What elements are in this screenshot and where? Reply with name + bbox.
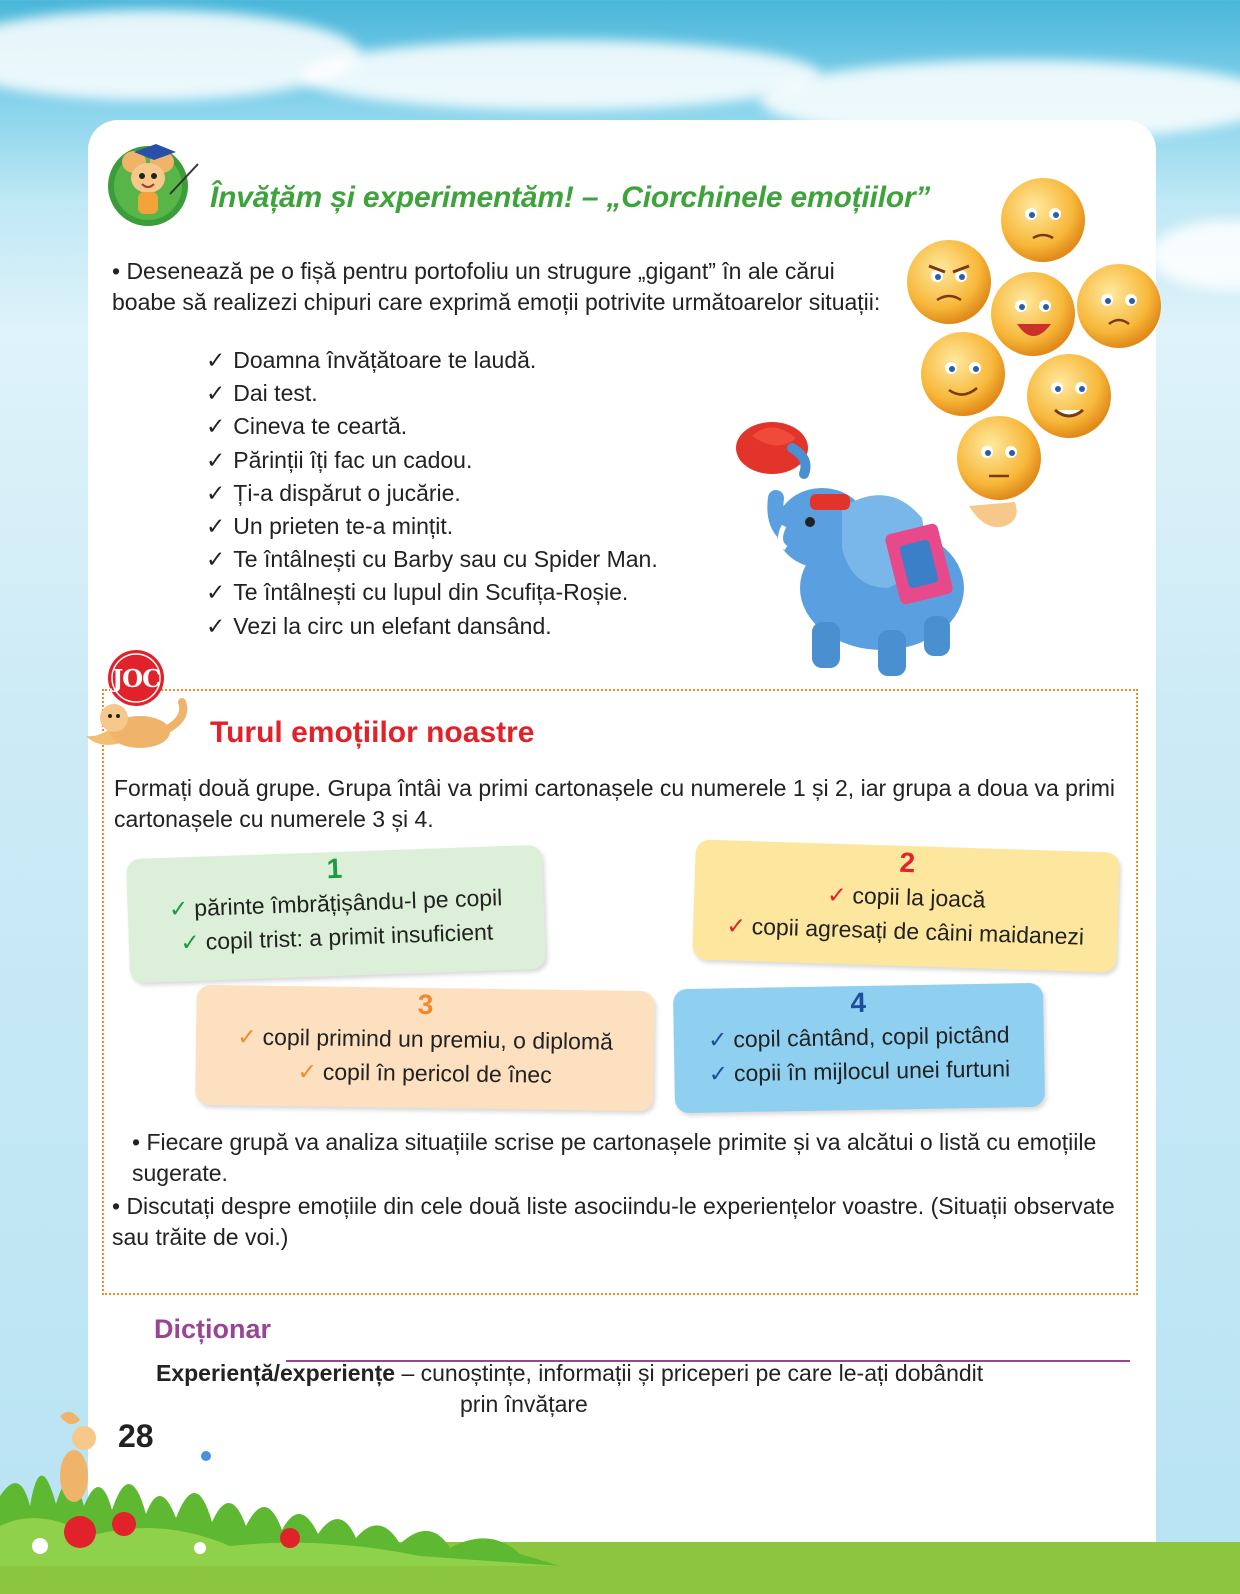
checkmark-icon: ✓ bbox=[206, 513, 226, 540]
list-item: ✓ Vezi la circ un elefant dansând. bbox=[206, 612, 552, 639]
situation-card-4 bbox=[673, 983, 1045, 1113]
cloud bbox=[300, 40, 820, 110]
checkmark-icon: ✓ bbox=[237, 1023, 257, 1050]
instruction-bullet: • Fiecare grupă va analiza situațiile scrise pe cartonașele primite și va alcătui o listă cu emoțiile sugerate. bbox=[132, 1129, 1097, 1186]
checkmark-icon: ✓ bbox=[168, 895, 189, 922]
checkmark-icon: ✓ bbox=[297, 1058, 318, 1085]
list-item: ✓ Părinții îți fac un cadou. bbox=[206, 446, 473, 473]
elephant-illustration bbox=[692, 418, 992, 686]
page-number: 28 bbox=[118, 1418, 154, 1454]
face-icon bbox=[991, 272, 1075, 356]
checkmark-icon: ✓ bbox=[180, 928, 201, 956]
checkmark-icon: ✓ bbox=[206, 579, 226, 606]
list-item: ✓ Un prieten te-a mințit. bbox=[206, 513, 454, 540]
card-number: 3 bbox=[417, 988, 434, 1021]
card-line: ✓ copii în mijlocul unei furtuni bbox=[708, 1055, 1011, 1087]
situation-card-1 bbox=[126, 845, 546, 983]
grass-flowers-decoration bbox=[0, 1386, 560, 1566]
cloud bbox=[0, 10, 360, 100]
card-line: ✓ copil primind un premiu, o diplomă bbox=[237, 1023, 614, 1055]
checkmark-icon: ✓ bbox=[708, 1060, 729, 1087]
game-intro: Formați două grupe. Grupa întâi va primi cartonașele cu numerele 1 și 2, iar grupa a doua va primi cartonașele cu numerele 3 și 4. bbox=[114, 775, 1116, 832]
card-line: ✓ copii agresați de câini maidanezi bbox=[726, 912, 1085, 950]
list-item: ✓ Doamna învățătoare te laudă. bbox=[206, 347, 537, 373]
card-line: ✓ copil trist: a primit insuficient bbox=[180, 918, 494, 956]
checkmark-icon: ✓ bbox=[726, 912, 747, 939]
section-title: Învățăm și experimentăm! – „Ciorchinele emoțiilor” bbox=[210, 181, 931, 214]
situation-card-3 bbox=[195, 985, 655, 1111]
face-icon bbox=[1027, 354, 1111, 438]
mouse-teacher-icon bbox=[104, 134, 200, 230]
checkmark-icon: ✓ bbox=[206, 413, 226, 440]
face-icon bbox=[907, 240, 991, 324]
checkmark-icon: ✓ bbox=[206, 546, 226, 573]
checkmark-icon: ✓ bbox=[206, 479, 226, 506]
game-title: Turul emoțiilor noastre bbox=[210, 716, 535, 749]
checkmark-icon: ✓ bbox=[206, 612, 226, 639]
face-icon bbox=[1077, 264, 1161, 348]
checkmark-icon: ✓ bbox=[206, 380, 226, 407]
activity-intro: • Desenează pe o fișă pentru portofoliu un strugure „gigant” în ale cărui boabe să realizezi chipuri care exprimă emoții potrivite următoarelor situații: bbox=[112, 258, 881, 315]
card-line: ✓ copil cântând, copil pictând bbox=[707, 1021, 1010, 1053]
dictionary-term: Experiență/experiențe bbox=[156, 1360, 396, 1386]
list-item: ✓ Ți-a dispărut o jucărie. bbox=[206, 479, 461, 506]
game-instructions bbox=[112, 1127, 1122, 1253]
list-item: ✓ Cineva te ceartă. bbox=[206, 413, 408, 440]
dictionary-title: Dicționar bbox=[154, 1314, 272, 1344]
card-line: ✓ părinte îmbrățișându-l pe copil bbox=[168, 884, 503, 922]
card-number: 1 bbox=[326, 852, 343, 885]
joc-badge-label: JOC bbox=[111, 664, 161, 693]
checkmark-icon: ✓ bbox=[206, 347, 226, 373]
list-item: ✓ Te întâlnești cu lupul din Scufița-Roșie. bbox=[206, 579, 629, 606]
card-line: ✓ copii la joacă bbox=[826, 881, 986, 913]
list-item: ✓ Te întâlnești cu Barby sau cu Spider Man. bbox=[206, 546, 658, 573]
situation-list bbox=[206, 344, 658, 643]
checkmark-icon: ✓ bbox=[826, 881, 847, 909]
dictionary-definition-cont: prin învățare bbox=[460, 1391, 588, 1417]
face-icon bbox=[921, 332, 1005, 416]
instruction-bullet: • Discutați despre emoțiile din cele două liste asociindu-le experiențelor voastre. (Situații observate sau trăite de voi.) bbox=[112, 1193, 1115, 1250]
situation-card-2 bbox=[692, 839, 1120, 972]
card-number: 4 bbox=[850, 986, 867, 1019]
list-item: ✓ Dai test. bbox=[206, 380, 318, 407]
dictionary-definition: – cunoștințe, informații și priceperi pe care le-ați dobândit bbox=[395, 1360, 984, 1386]
checkmark-icon: ✓ bbox=[206, 446, 226, 473]
face-icon bbox=[1001, 178, 1085, 262]
card-line: ✓ copil în pericol de înec bbox=[297, 1058, 552, 1088]
card-number: 2 bbox=[899, 846, 916, 879]
checkmark-icon: ✓ bbox=[707, 1026, 728, 1053]
